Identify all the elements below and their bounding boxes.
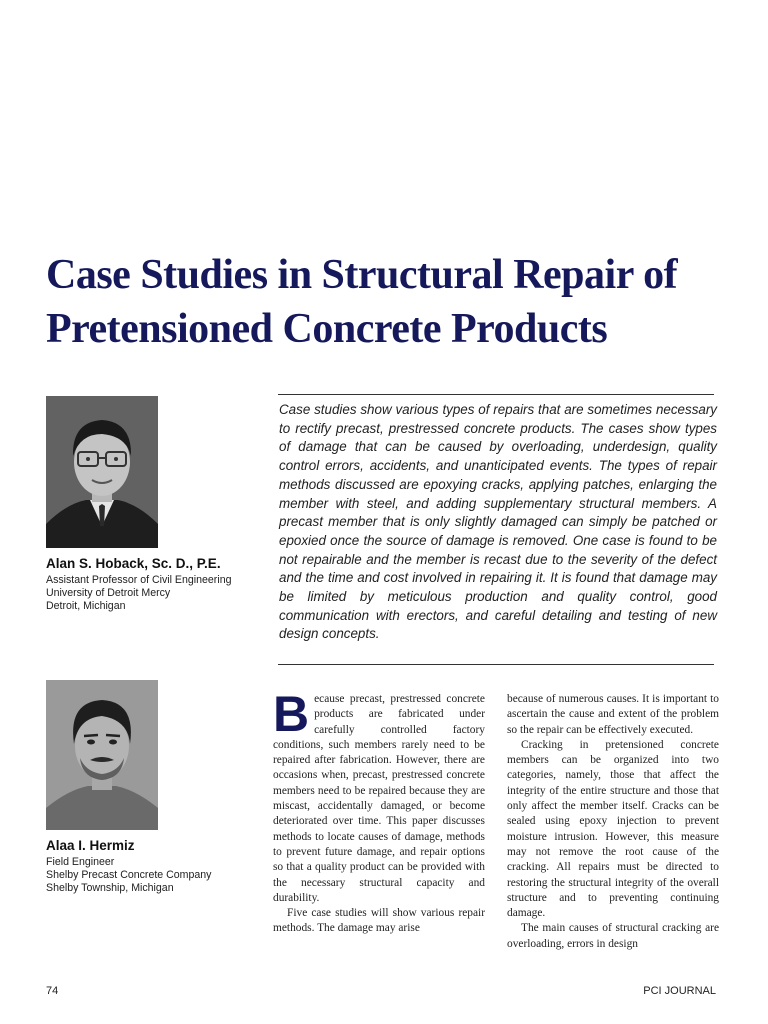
author-block-hermiz (46, 838, 211, 895)
author-affiliation-line: University of Detroit Mercy (46, 587, 171, 599)
body-paragraph: The main causes of structural cracking are overloading, errors in design (507, 922, 719, 950)
body-paragraph: Five case studies will show various repair methods. The damage may arise (273, 907, 485, 935)
abstract-bottom-rule (278, 664, 714, 665)
body-paragraph: Cracking in pretensioned concrete members can be organized into two categories, namely, those that affect the integrity of the entire structure and those that only affect the member itself. Cracks can be sealed using epoxy injection to prevent moisture intrusion. However, this measure may not remove the root cause of the cracking. All repairs must be directed to restoring the structural integrity of the overall structure and to preventing continuing damage. (507, 738, 719, 920)
author-affiliation-line: Detroit, Michigan (46, 600, 126, 612)
author-affiliation-line: Shelby Precast Concrete Company (46, 869, 212, 881)
author-photo-hermiz (46, 680, 158, 830)
author-name: Alan S. Hoback, Sc. D., P.E. (46, 556, 221, 571)
author-name: Alaa I. Hermiz (46, 838, 135, 853)
page-number: 74 (46, 985, 59, 997)
author-block-hoback (46, 556, 231, 613)
author-affiliation-line: Shelby Township, Michigan (46, 882, 174, 894)
abstract-top-rule (278, 394, 714, 395)
article-title-line-1: Case Studies in Structural Repair of (46, 252, 678, 298)
abstract: Case studies show various types of repairs that are sometimes necessary to rectify precast, prestressed concrete products. The cases show types of damage that can be caused by overloading, underdesign, quality control errors, accidents, and unanticipated events. The types of repair methods discussed are epoxying cracks, applying patches, enlarging the member with steel, and adding supplementary structural members. A precast member that is only slightly damaged can simply be patched or epoxied once the source of damage is removed. One case is found to be not repairable and the member is recast due to the severity of the defect and the time and cost involved in repairing it. It is found that damage may be limited by meticulous production and quality control, good communication with erectors, and careful detailing and testing of new design concepts. (279, 402, 717, 642)
body-column-2 (507, 692, 719, 952)
author-photo-hoback (46, 396, 158, 548)
article-title (46, 248, 746, 356)
author-affiliation-line: Assistant Professor of Civil Engineering (46, 574, 232, 586)
article-title-line-2: Pretensioned Concrete Products (46, 306, 608, 352)
body-column-1 (273, 686, 485, 937)
journal-name: PCI JOURNAL (643, 985, 716, 997)
body-paragraph (273, 686, 485, 906)
author-affiliation-line: Field Engineer (46, 856, 115, 868)
body-paragraph: because of numerous causes. It is important to ascertain the cause and extent of the problem so the repair can be effectively executed. (507, 693, 719, 736)
drop-cap: B (273, 686, 310, 742)
body-text: ecause precast, prestressed concrete products are fabricated under carefully controlled factory conditions, such members rarely need to be repaired after fabrication. However, there are occasions when, precast, prestressed concrete members need to be repaired because they are miscast, accidentally damaged, or become deteriorated over time. This paper discusses methods to locate causes of damage, methods to prevent future damage, and repair options so that a quality product can be provided with the necessary structural capacity and durability. (273, 693, 485, 904)
